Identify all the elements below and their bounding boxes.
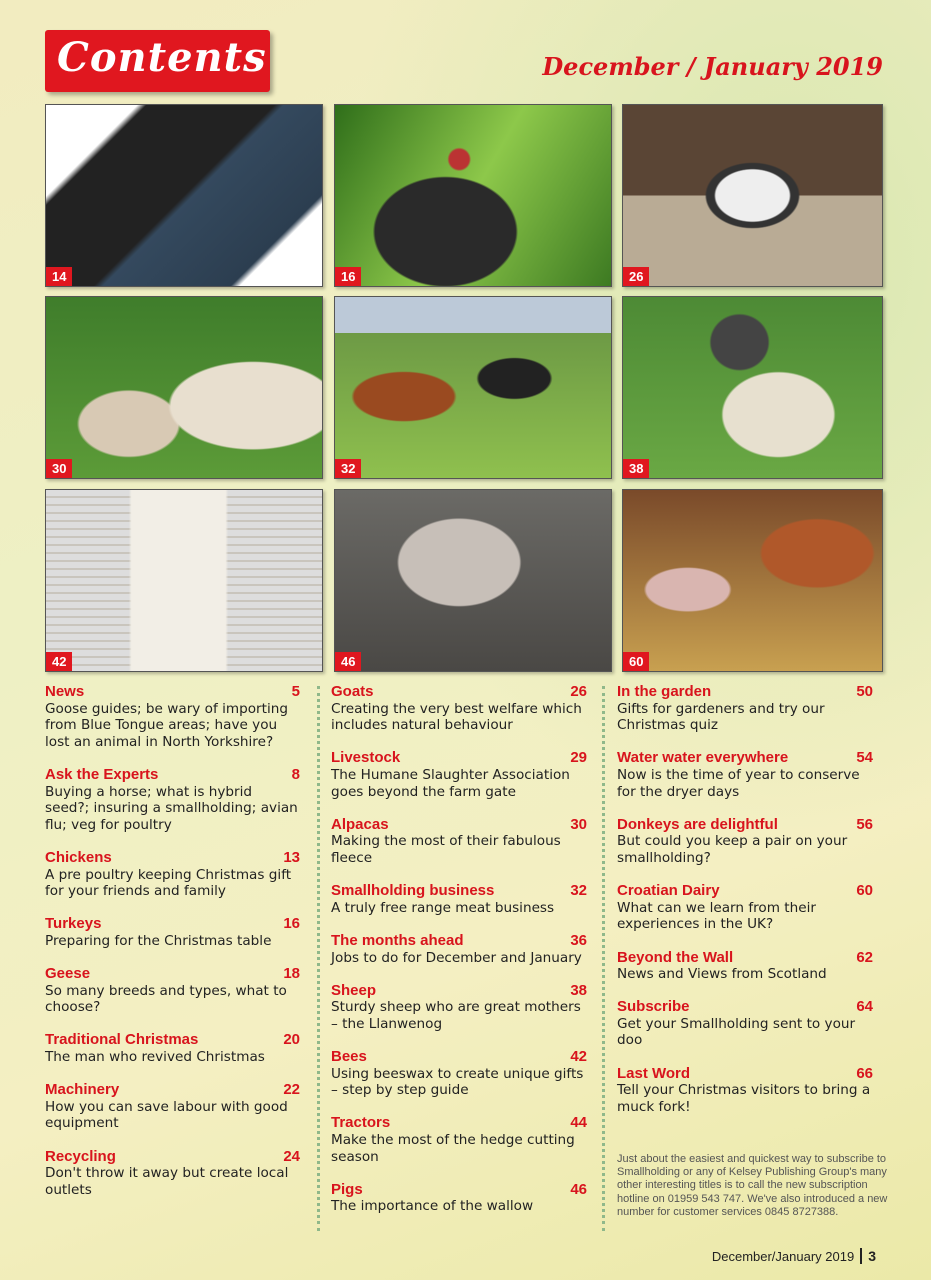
entry-page: 22 xyxy=(283,1081,300,1099)
contents-entry[interactable] xyxy=(45,767,300,833)
page-tag: 42 xyxy=(46,652,72,671)
entry-description: Buying a horse; what is hybrid seed?; insuring a smallholding; avian flu; veg for poultry xyxy=(45,783,298,833)
entry-title[interactable]: In the garden xyxy=(617,683,712,700)
contents-title: Contents xyxy=(57,34,267,81)
entry-page: 8 xyxy=(291,765,300,783)
entry-description: What can we learn from their experiences in the UK? xyxy=(617,899,816,933)
subscribe-note: Just about the easiest and quickest way to subscribe to Smallholding or any of Kelsey Publishing Group's many other interesting titles is to call the new subscription hotline on 01959 543 747. We've also introduced a new number for customer services 0845 8727388. xyxy=(617,1153,888,1218)
contents-entry[interactable] xyxy=(331,1115,587,1165)
contents-entry[interactable] xyxy=(331,750,587,800)
page-tag: 16 xyxy=(335,267,361,286)
entry-title[interactable]: Machinery xyxy=(45,1081,120,1099)
entry-title[interactable]: The months ahead xyxy=(331,931,464,949)
entry-title[interactable]: Smallholding business xyxy=(331,882,495,900)
column-divider xyxy=(602,686,605,1231)
page-tag: 60 xyxy=(623,652,649,671)
entry-page: 26 xyxy=(570,683,587,700)
page-tag: 30 xyxy=(46,459,72,478)
contents-entry[interactable] xyxy=(45,850,300,900)
entry-description: Making the most of their fabulous fleece xyxy=(331,833,561,866)
entry-description: Tell your Christmas visitors to bring a muck fork! xyxy=(617,1082,871,1115)
entry-page: 60 xyxy=(856,882,873,900)
contents-heading xyxy=(45,30,270,92)
contents-column xyxy=(617,684,873,1132)
entry-description: Gifts for gardeners and try our Christmas quiz xyxy=(617,700,825,734)
entry-page: 56 xyxy=(856,815,873,833)
page-tag: 32 xyxy=(335,459,361,478)
contents-entry[interactable] xyxy=(45,1082,300,1132)
dairy-photo[interactable] xyxy=(622,489,883,672)
entry-description: Don't throw it away but create local outlets xyxy=(45,1165,289,1198)
entry-title[interactable]: Chickens xyxy=(45,848,112,866)
contents-entry[interactable] xyxy=(45,966,300,1016)
entry-description: Make the most of the hedge cutting season xyxy=(331,1132,575,1165)
entry-description: The man who revived Christmas xyxy=(45,1049,265,1066)
page-footer xyxy=(712,1248,876,1264)
entry-description: But could you keep a pair on your smallholding? xyxy=(617,833,848,866)
contents-entry[interactable] xyxy=(331,684,587,734)
entry-page: 36 xyxy=(570,931,587,949)
entry-page: 54 xyxy=(856,749,873,767)
entry-title[interactable]: Sheep xyxy=(331,981,377,999)
contents-entry[interactable] xyxy=(617,817,873,867)
sheep-photo[interactable] xyxy=(622,296,883,479)
page-number: 3 xyxy=(860,1248,876,1264)
entry-description: Creating the very best welfare which includes natural behaviour xyxy=(331,700,582,734)
entry-page: 42 xyxy=(570,1048,587,1066)
contents-entry[interactable] xyxy=(617,750,873,800)
entry-title[interactable]: Pigs xyxy=(331,1180,363,1198)
entry-description: Preparing for the Christmas table xyxy=(45,932,272,949)
entry-description: Goose guides; be wary of importing from Blue Tongue areas; have you lost an animal in North Yorkshire? xyxy=(45,700,288,750)
beeswax-craft-photo[interactable] xyxy=(45,489,323,672)
contents-entry[interactable] xyxy=(617,999,873,1049)
contents-entry[interactable] xyxy=(617,883,873,933)
entry-description: The importance of the wallow xyxy=(331,1198,534,1215)
cows-photo[interactable] xyxy=(334,296,612,479)
column-divider xyxy=(317,686,320,1231)
entry-title[interactable]: Turkeys xyxy=(45,915,102,933)
footer-issue: December/January 2019 xyxy=(711,1249,855,1264)
contents-entry[interactable] xyxy=(45,684,300,750)
entry-title[interactable]: News xyxy=(45,683,85,700)
entry-page: 66 xyxy=(856,1064,873,1082)
entry-title[interactable]: Water water everywhere xyxy=(617,749,789,767)
entry-page: 50 xyxy=(856,683,873,700)
entry-page: 64 xyxy=(856,998,873,1016)
entry-page: 46 xyxy=(570,1180,587,1198)
alpacas-photo[interactable] xyxy=(45,296,323,479)
entry-description: Get your Smallholding sent to your doo xyxy=(617,1015,856,1049)
contents-entry[interactable] xyxy=(331,933,587,966)
entry-description: A pre poultry keeping Christmas gift for your friends and family xyxy=(45,866,292,900)
entry-page: 13 xyxy=(283,848,300,866)
contents-entry[interactable] xyxy=(45,916,300,949)
entry-page: 30 xyxy=(570,815,587,833)
contents-column xyxy=(331,684,587,1232)
entry-title[interactable]: Beyond the Wall xyxy=(617,948,734,966)
entry-title[interactable]: Goats xyxy=(331,683,374,700)
entry-title[interactable]: Croatian Dairy xyxy=(617,882,720,900)
contents-entry[interactable] xyxy=(45,1149,300,1199)
entry-page: 16 xyxy=(283,915,300,933)
contents-entry[interactable] xyxy=(331,1049,587,1099)
entry-title[interactable]: Geese xyxy=(45,965,91,983)
entry-title[interactable]: Alpacas xyxy=(331,815,389,833)
issue-date: December / January 2019 xyxy=(542,52,883,81)
contents-entry[interactable] xyxy=(331,983,587,1033)
contents-column xyxy=(45,684,300,1215)
entry-description: So many breeds and types, what to choose? xyxy=(45,982,287,1016)
entry-description: Using beeswax to create unique gifts – step by step guide xyxy=(331,1065,584,1099)
contents-entry[interactable] xyxy=(331,883,587,916)
entry-page: 44 xyxy=(570,1114,587,1132)
goat-photo[interactable] xyxy=(622,104,883,287)
entry-title[interactable]: Tractors xyxy=(331,1114,391,1132)
entry-title[interactable]: Last Word xyxy=(617,1064,691,1082)
page-tag: 46 xyxy=(335,652,361,671)
entry-title[interactable]: Livestock xyxy=(331,749,401,767)
entry-description: Jobs to do for December and January xyxy=(331,949,582,966)
turkey-photo[interactable] xyxy=(334,104,612,287)
entry-page: 24 xyxy=(283,1147,300,1165)
pig-photo[interactable] xyxy=(334,489,612,672)
entry-title[interactable]: Donkeys are delightful xyxy=(617,815,778,833)
contents-entry[interactable] xyxy=(617,684,873,734)
entry-title[interactable]: Ask the Experts xyxy=(45,765,159,783)
entry-page: 29 xyxy=(570,749,587,767)
page-tag: 38 xyxy=(623,459,649,478)
page-tag: 26 xyxy=(623,267,649,286)
entry-description: A truly free range meat business xyxy=(331,899,555,916)
entry-page: 38 xyxy=(570,981,587,999)
page-tag: 14 xyxy=(46,267,72,286)
entry-page: 5 xyxy=(291,683,300,700)
entry-description: News and Views from Scotland xyxy=(617,966,827,983)
entry-title[interactable]: Bees xyxy=(331,1048,367,1066)
entry-description: The Humane Slaughter Association goes beyond the farm gate xyxy=(331,766,570,800)
entry-page: 62 xyxy=(856,948,873,966)
entry-title[interactable]: Traditional Christmas xyxy=(45,1031,199,1049)
entry-description: How you can save labour with good equipment xyxy=(45,1098,288,1132)
entry-description: Sturdy sheep who are great mothers – the Llanwenog xyxy=(331,999,581,1032)
contents-entry[interactable] xyxy=(331,817,587,867)
tshirts-photo[interactable] xyxy=(45,104,323,287)
contents-entry[interactable] xyxy=(45,1032,300,1065)
entry-title[interactable]: Recycling xyxy=(45,1147,116,1165)
contents-entry[interactable] xyxy=(617,950,873,983)
contents-entry[interactable] xyxy=(617,1066,873,1116)
entry-page: 32 xyxy=(570,882,587,900)
entry-description: Now is the time of year to conserve for the dryer days xyxy=(617,766,860,800)
entry-title[interactable]: Subscribe xyxy=(617,998,690,1016)
contents-entry[interactable] xyxy=(331,1182,587,1215)
entry-page: 18 xyxy=(283,965,300,983)
entry-page: 20 xyxy=(283,1031,300,1049)
